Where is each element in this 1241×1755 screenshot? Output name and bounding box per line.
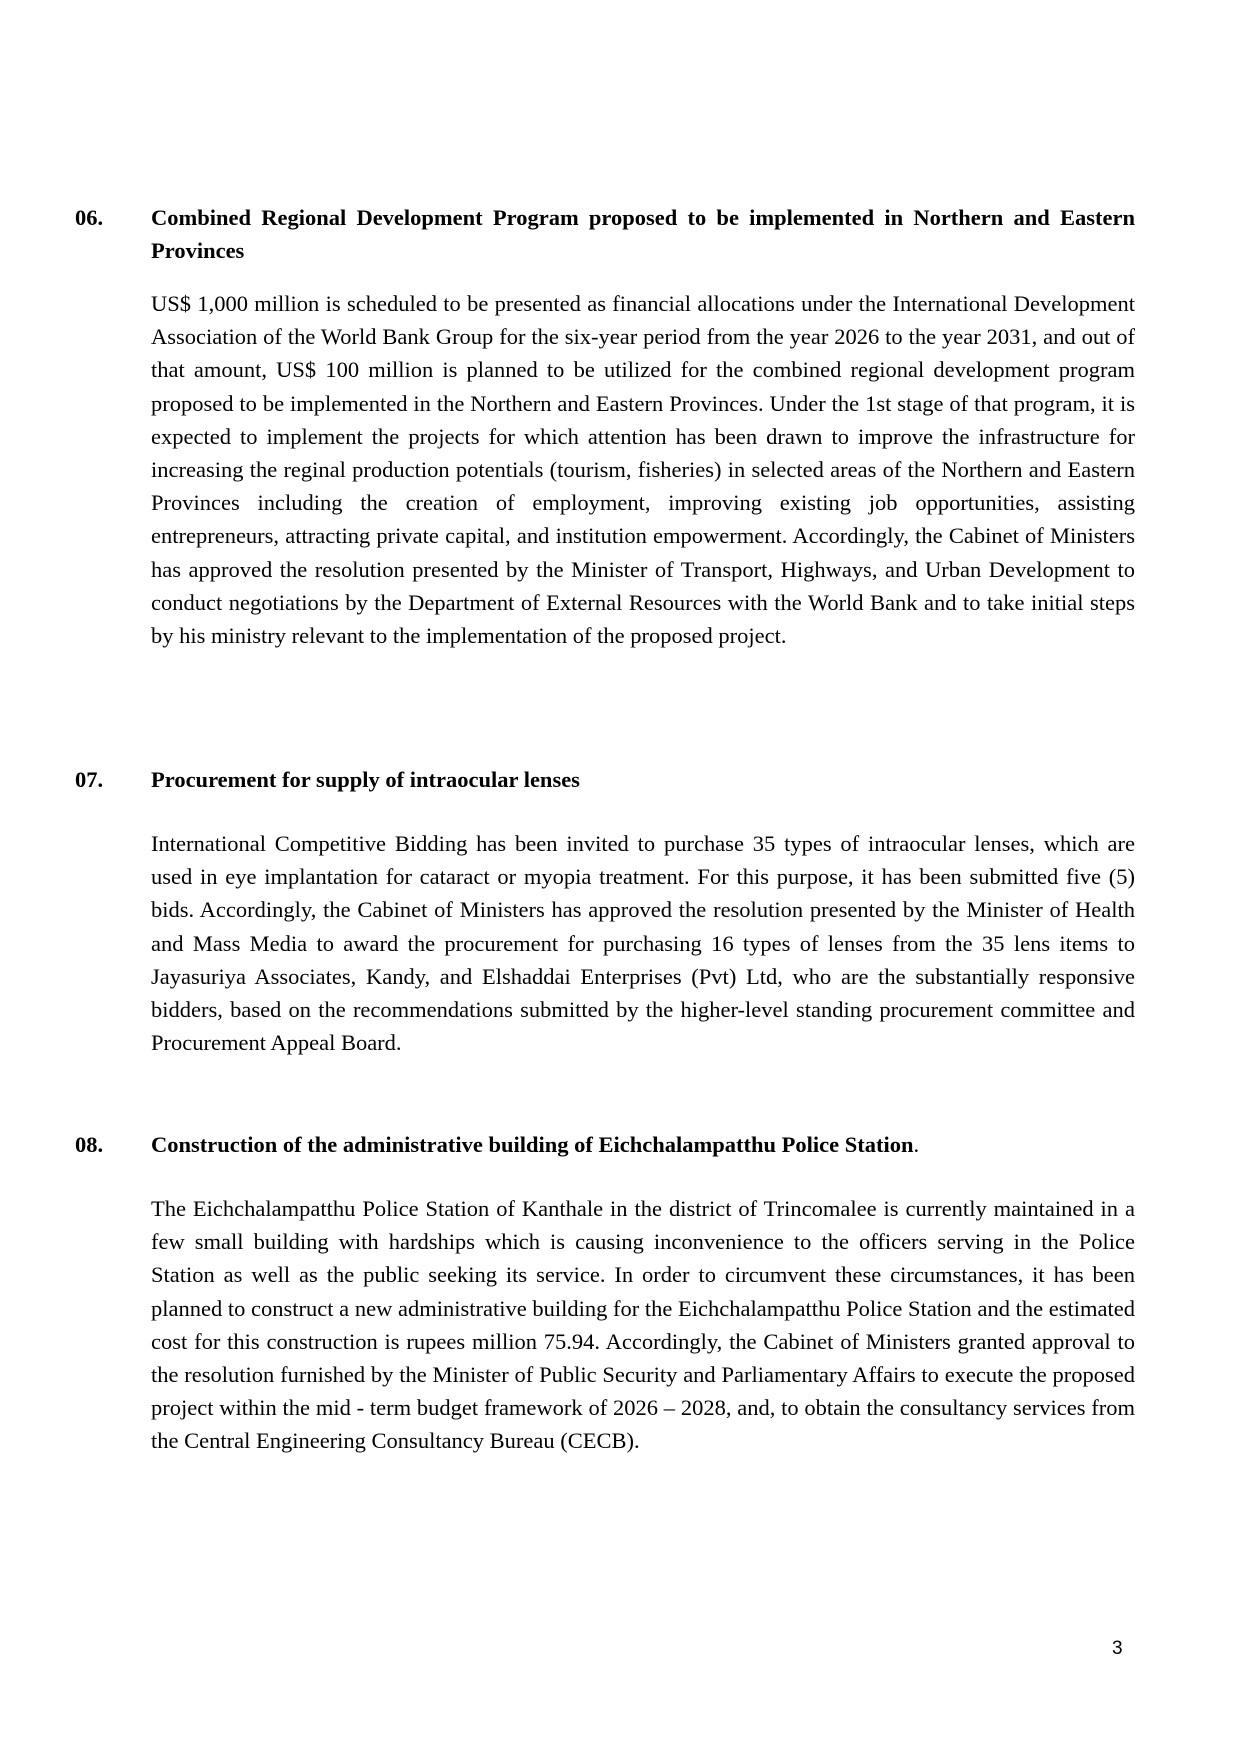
section-heading — [151, 1128, 1135, 1161]
section-body: International Competitive Bidding has been invited to purchase 35 types of intraocular lenses, which are used in eye implantation for cataract or myopia treatment. For this purpose, it has been submitted five (5) bids. Accordingly, the Cabinet of Ministers has approved the resolution presented by the Minister of Health and Mass Media to award the procurement for purchasing 16 types of lenses from the 35 lens items to Jayasuriya Associates, Kandy, and Elshaddai Enterprises (Pvt) Ltd, who are the substantially responsive bidders, based on the recommendations submitted by the higher-level standing procurement committee and Procurement Appeal Board. — [151, 831, 1135, 1056]
section-heading-text: Procurement for supply of intraocular lenses — [151, 767, 580, 792]
section-heading-trail: . — [913, 1132, 920, 1157]
section-number: 07. — [75, 767, 104, 792]
section-heading-text: Combined Regional Development Program proposed to be implemented in Northern and Eastern Provinces — [151, 205, 1135, 263]
section-number: 08. — [75, 1132, 104, 1157]
section-body: The Eichchalampatthu Police Station of Kanthale in the district of Trincomalee is currently maintained in a few small building with hardships which is causing inconvenience to the officers serving in the Police Station as well as the public seeking its service. In order to circumvent these circumstances, it has been planned to construct a new administrative building for the Eichchalampatthu Police Station and the estimated cost for this construction is rupees million 75.94. Accordingly, the Cabinet of Ministers granted approval to the resolution furnished by the Minister of Public Security and Parliamentary Affairs to execute the proposed project within the mid - term budget framework of 2026 – 2028, and, to obtain the consultancy services from the Central Engineering Consultancy Bureau (CECB). — [151, 1196, 1135, 1454]
section-content — [151, 1128, 1135, 1458]
section-heading — [151, 763, 1135, 796]
section-heading — [151, 201, 1135, 267]
section-content — [151, 201, 1135, 652]
page-number: 3 — [1112, 1638, 1123, 1659]
section-content — [151, 763, 1135, 1059]
section-heading-text: Construction of the administrative building of Eichchalampatthu Police Station — [151, 1132, 914, 1157]
section-number: 06. — [75, 205, 104, 230]
section-body: US$ 1,000 million is scheduled to be presented as financial allocations under the International Development Association of the World Bank Group for the six-year period from the year 2026 to the year 2031, and out of that amount, US$ 100 million is planned to be utilized for the combined regional development program proposed to be implemented in the Northern and Eastern Provinces. Under the 1st stage of that program, it is expected to implement the projects for which attention has been drawn to improve the infrastructure for increasing the reginal production potentials (tourism, fisheries) in selected areas of the Northern and Eastern Provinces including the creation of employment, improving existing job opportunities, assisting entrepreneurs, attracting private capital, and institution empowerment. Accordingly, the Cabinet of Ministers has approved the resolution presented by the Minister of Transport, Highways, and Urban Development to conduct negotiations by the Department of External Resources with the World Bank and to take initial steps by his ministry relevant to the implementation of the proposed project. — [151, 291, 1135, 649]
